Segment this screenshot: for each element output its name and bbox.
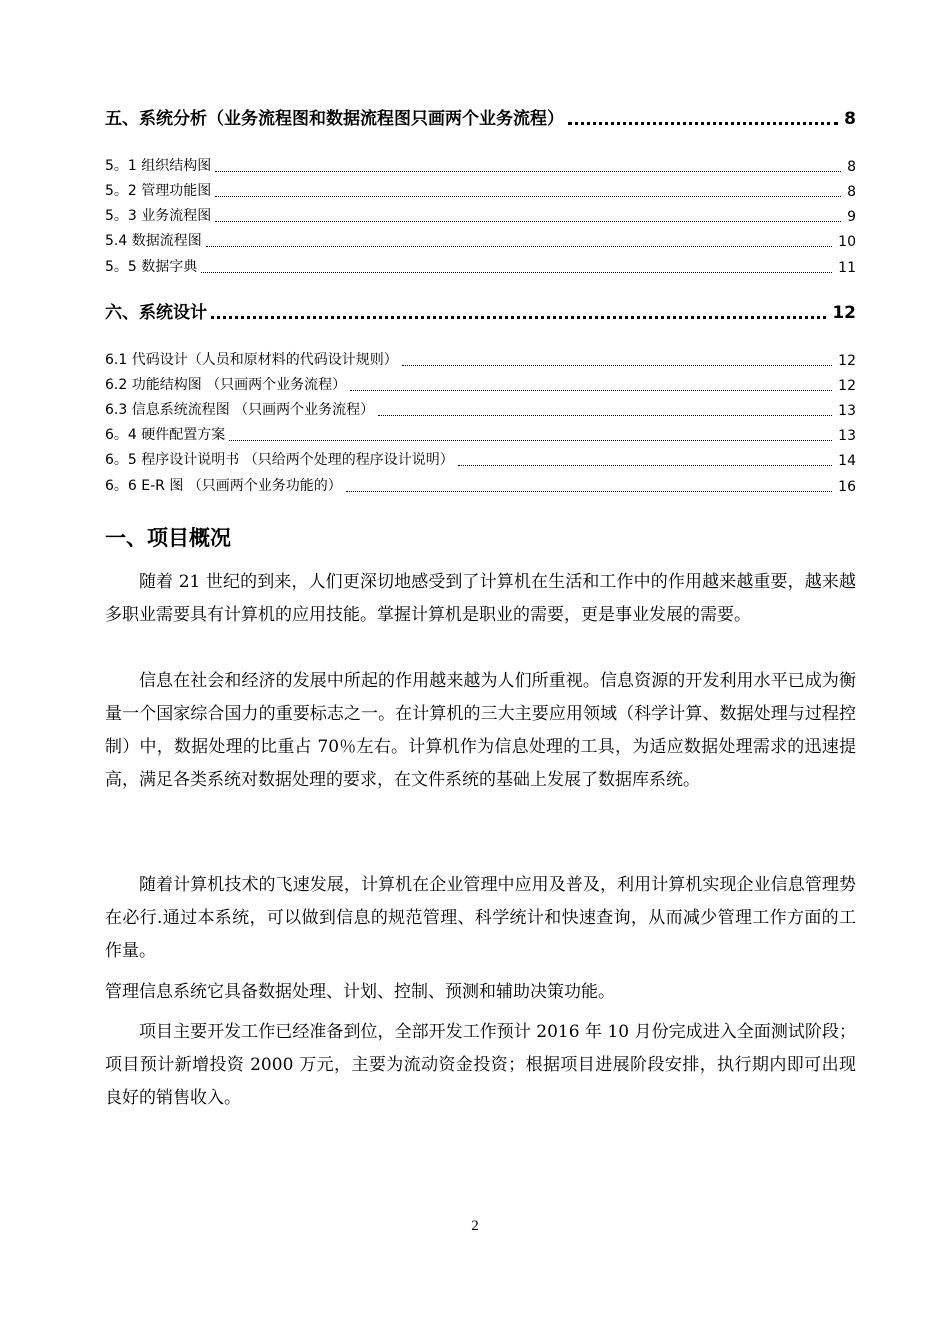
toc-item-title: 5。3 业务流程图	[105, 208, 212, 224]
toc-leader-dots	[215, 157, 841, 172]
body-paragraph: 随着 21 世纪的到来，人们更深切地感受到了计算机在生活和工作中的作用越来越重要，越来越多职业需要具有计算机的应用技能。掌握计算机是职业的需要，更是事业发展的需要。	[105, 572, 856, 625]
toc-page-number: 12	[832, 303, 856, 323]
toc-item-title: 5。2 管理功能图	[105, 183, 212, 199]
toc-leader-dots	[215, 207, 841, 222]
body-paragraph: 项目主要开发工作已经准备到位，全部开发工作预计 2016 年 10 月份完成进入全面测试阶段；项目预计新增投资 2000 万元，主要为流动资金投资；根据项目进展阶段安排，执行期内即可出现良好的销售收入。	[105, 1022, 856, 1108]
toc-item[interactable]	[105, 449, 856, 469]
toc-item[interactable]	[105, 349, 856, 369]
toc-leader-dots	[201, 258, 832, 273]
toc-leader-dots	[346, 477, 832, 492]
toc-item[interactable]	[105, 180, 856, 200]
toc-item-page: 8	[847, 159, 856, 175]
toc-item-title: 6.1 代码设计（人员和原材料的代码设计规则）	[105, 352, 398, 368]
toc-item-title: 6.3 信息系统流程图 （只画两个业务流程）	[105, 402, 375, 418]
toc-item-page: 10	[838, 234, 856, 250]
toc-item[interactable]	[105, 205, 856, 225]
toc-item[interactable]	[105, 155, 856, 175]
toc-item-page: 11	[838, 260, 856, 276]
toc-leader-dots	[206, 232, 832, 247]
toc-leader-dots	[568, 105, 838, 125]
toc-item[interactable]	[105, 475, 856, 495]
toc-item-title: 6。4 硬件配置方案	[105, 427, 226, 443]
toc-item-title: 5。1 组织结构图	[105, 158, 212, 174]
toc-item-title: 5.4 数据流程图	[105, 233, 202, 249]
toc-section-title: 五、系统分析（业务流程图和数据流程图只画两个业务流程）	[105, 109, 564, 129]
toc-leader-dots	[350, 376, 832, 391]
toc-item-page: 12	[838, 353, 856, 369]
toc-leader-dots	[458, 451, 832, 466]
toc-section-6[interactable]	[105, 299, 856, 323]
toc-item-page: 14	[838, 453, 856, 469]
body-paragraph: 随着计算机技术的飞速发展，计算机在企业管理中应用及普及，利用计算机实现企业信息管理势在必行.通过本系统，可以做到信息的规范管理、科学统计和快速查询，从而减少管理工作方面的工作量。	[105, 875, 856, 961]
toc-item[interactable]	[105, 256, 856, 276]
toc-item-page: 13	[838, 403, 856, 419]
toc-leader-dots	[229, 426, 832, 441]
body-paragraph: 信息在社会和经济的发展中所起的作用越来越为人们所重视。信息资源的开发利用水平已成为衡量一个国家综合国力的重要标志之一。在计算机的三大主要应用领域（科学计算、数据处理与过程控制）中，数据处理的比重占 70％左右。计算机作为信息处理的工具，为适应数据处理需求的迅速提高，满足各类系统对数据处理的要求，在文件系统的基础上发展了数据库系统。	[105, 671, 856, 790]
toc-leader-dots	[402, 351, 832, 366]
section-heading: 一、项目概况	[105, 526, 231, 550]
toc-item-title: 5。5 数据字典	[105, 259, 198, 275]
body-paragraph: 管理信息系统它具备数据处理、计划、控制、预测和辅助决策功能。	[105, 982, 615, 1002]
toc-item-title: 6。5 程序设计说明书 （只给两个处理的程序设计说明）	[105, 452, 454, 468]
toc-page-number: 8	[844, 109, 856, 129]
page-number: 2	[471, 1218, 479, 1234]
toc-item-page: 13	[838, 428, 856, 444]
toc-leader-dots	[215, 182, 841, 197]
toc-item-page: 8	[847, 184, 856, 200]
toc-leader-dots	[378, 401, 832, 416]
toc-item-page: 16	[838, 479, 856, 495]
toc-item-title: 6.2 功能结构图 （只画两个业务流程）	[105, 377, 347, 393]
toc-section-title: 六、系统设计	[105, 303, 207, 323]
toc-item-page: 9	[847, 209, 856, 225]
toc-item[interactable]	[105, 374, 856, 394]
toc-item[interactable]	[105, 230, 856, 250]
toc-item[interactable]	[105, 399, 856, 419]
toc-item[interactable]	[105, 424, 856, 444]
toc-item-title: 6。6 E-R 图 （只画两个业务功能的）	[105, 478, 342, 494]
toc-section-5[interactable]	[105, 105, 856, 129]
toc-leader-dots	[211, 299, 826, 319]
toc-item-page: 12	[838, 378, 856, 394]
